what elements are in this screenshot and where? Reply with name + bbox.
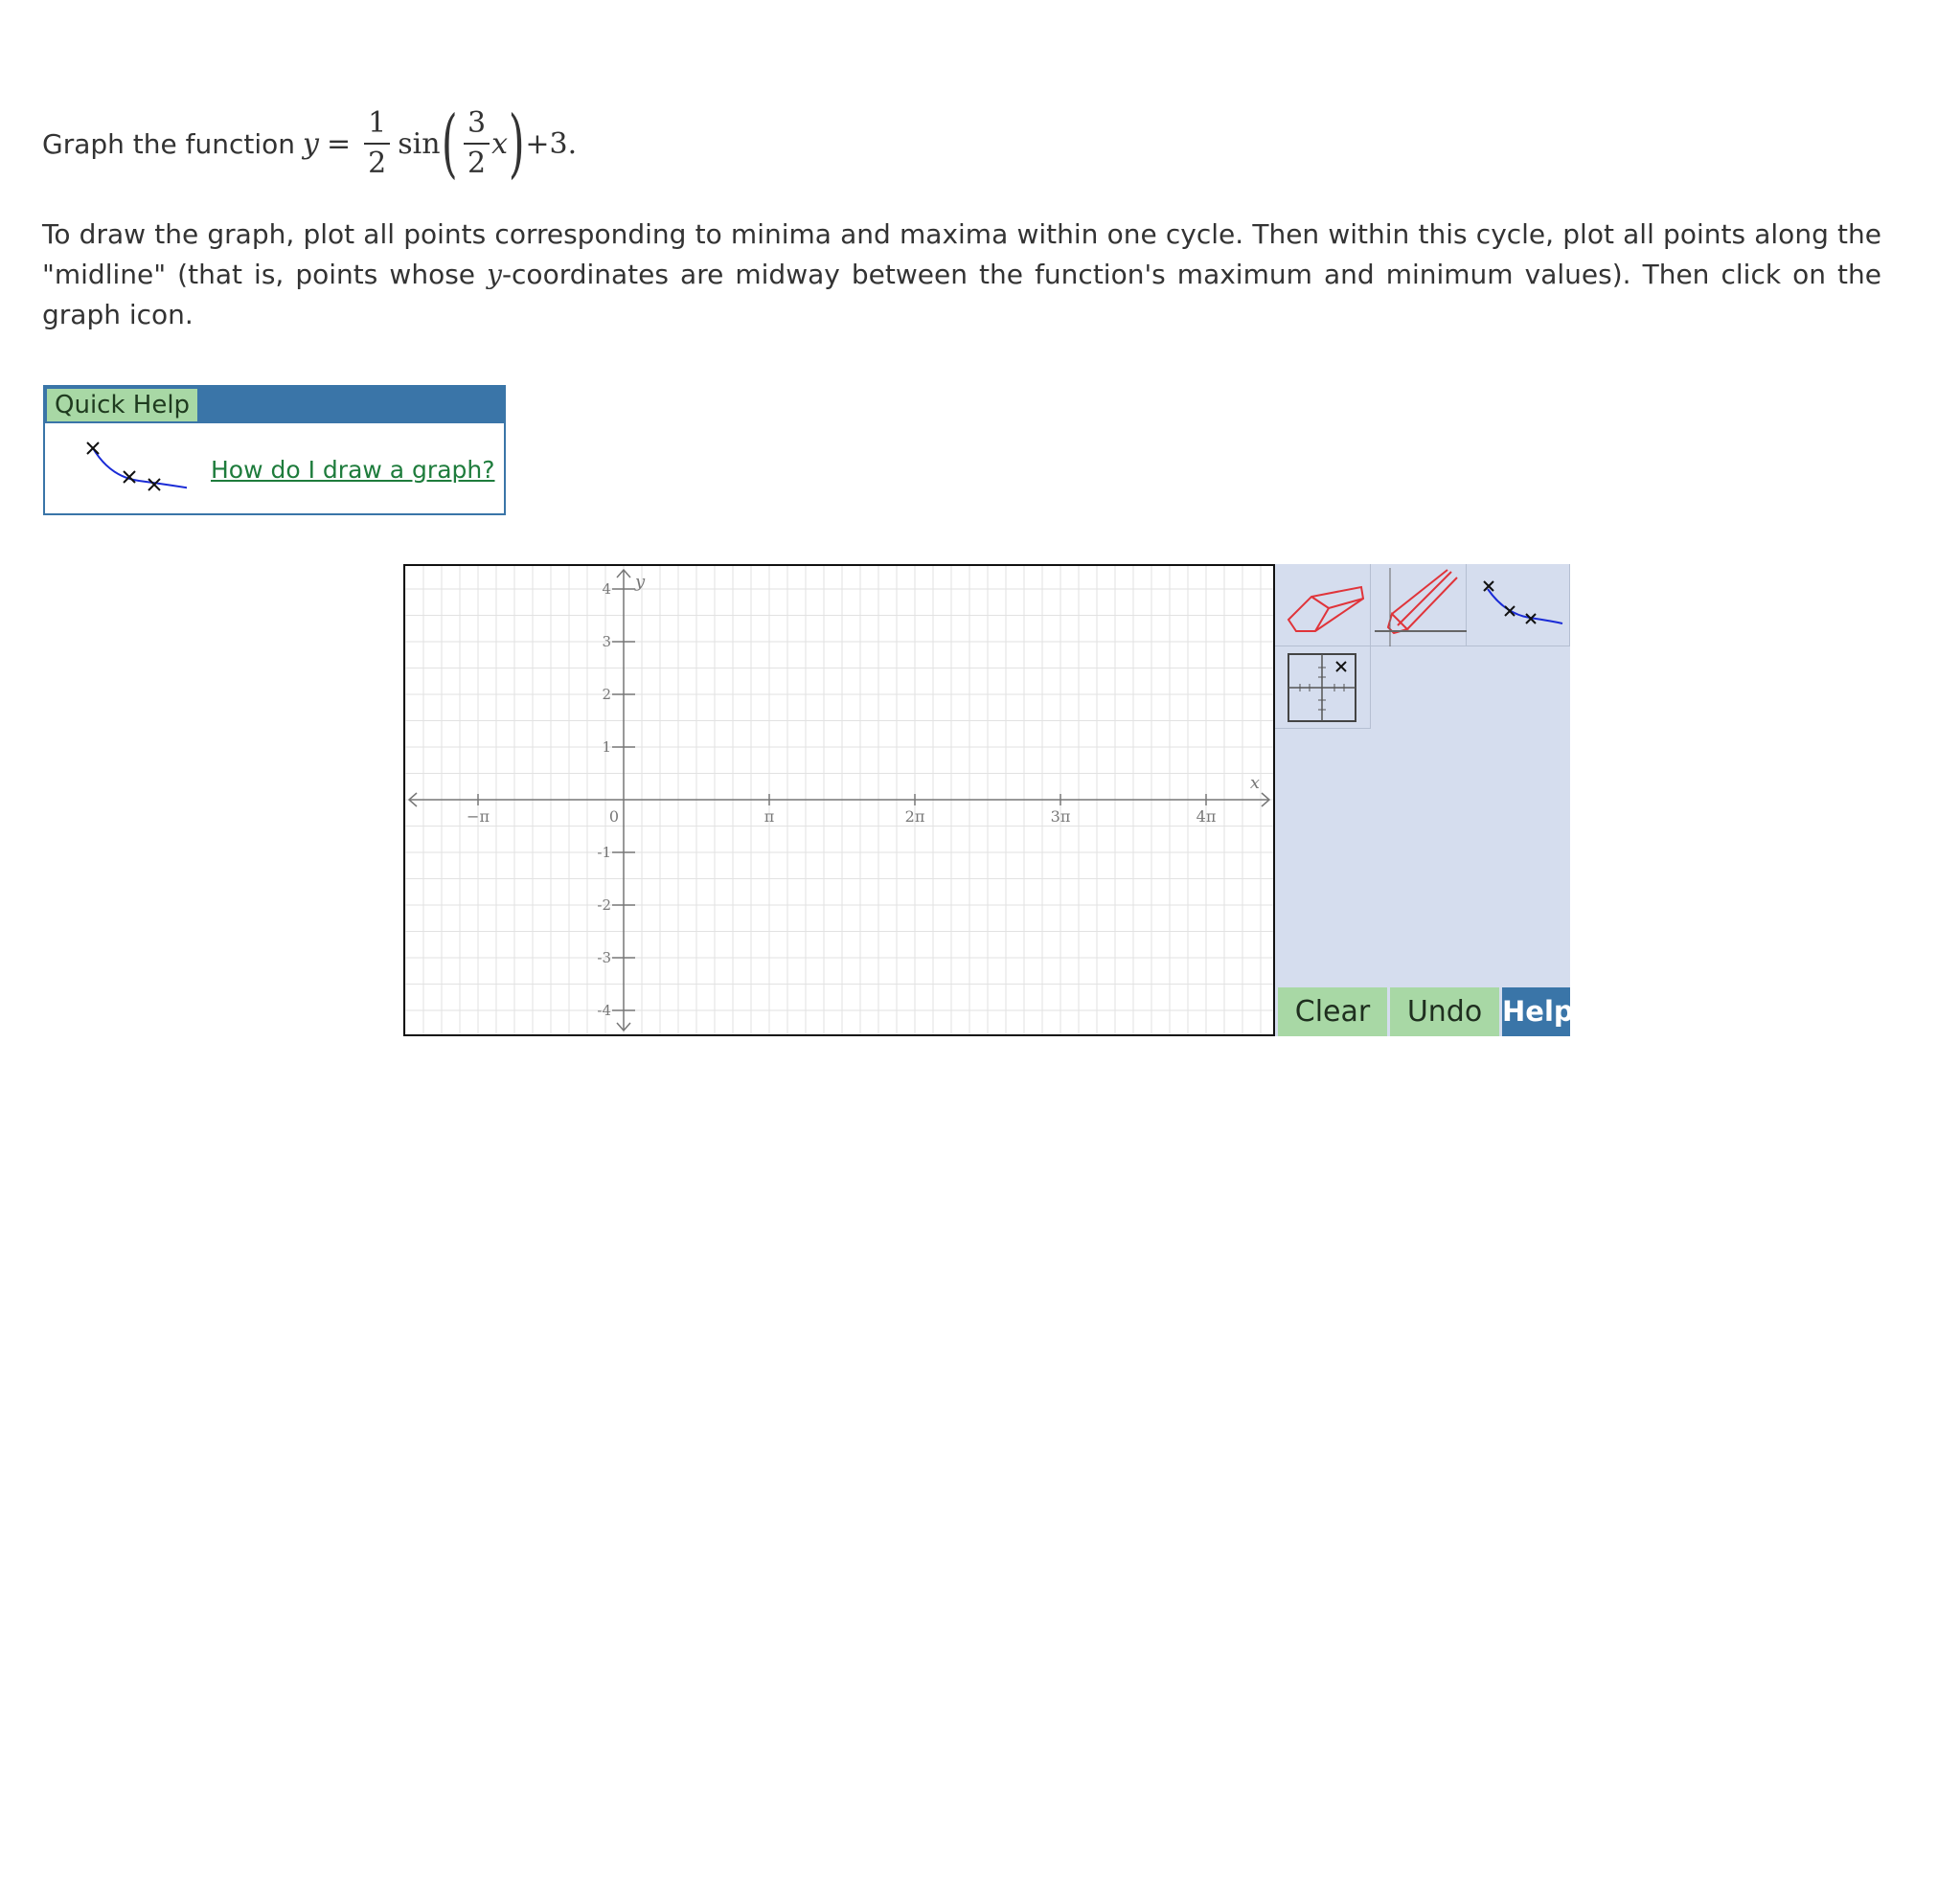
y-tick-label: 2	[602, 686, 611, 703]
x-tick-label: π	[763, 807, 775, 826]
undo-button[interactable]: Undo	[1390, 987, 1499, 1036]
y-tick-label: -3	[597, 949, 611, 966]
y-tick-label: 3	[602, 633, 611, 650]
question-lead: Graph the function	[42, 127, 296, 160]
formula-func: sin	[398, 126, 441, 161]
question-line	[42, 91, 577, 196]
graph-canvas[interactable]	[403, 564, 1275, 1036]
y-tick-label: -2	[597, 896, 611, 914]
pencil-icon	[1371, 564, 1467, 646]
quick-help-title: Quick Help	[47, 389, 197, 421]
tool-panel	[1275, 564, 1570, 1036]
x-tick-label: −π	[467, 807, 490, 826]
formula-equals: =	[326, 126, 352, 161]
graph-grid[interactable]	[405, 566, 1273, 1034]
instructions-var: y	[487, 259, 502, 290]
formula-lhs: y	[303, 126, 319, 161]
formula-var: x	[491, 126, 508, 161]
graph-points-icon	[1467, 564, 1570, 646]
how-to-draw-graph-link[interactable]: How do I draw a graph?	[211, 456, 495, 484]
y-tick-label: -1	[597, 844, 611, 861]
quick-help-panel	[43, 385, 506, 515]
x-axis-label: x	[1249, 773, 1260, 793]
x-tick-label: 0	[608, 807, 620, 826]
y-tick-label: 1	[602, 738, 611, 756]
graph-points-icon	[81, 435, 187, 498]
clear-button[interactable]: Clear	[1278, 987, 1387, 1036]
x-tick-label: 4π	[1196, 807, 1217, 826]
y-axis-label: y	[635, 572, 646, 592]
help-button[interactable]: Help	[1502, 987, 1570, 1036]
y-tick-label: -4	[597, 1002, 611, 1019]
x-tick-label: 2π	[904, 807, 925, 826]
function-formula: y = $\frac{1}{2}$ sin ( $\frac{3}{2}$ x ) +3.	[303, 101, 578, 187]
instructions: To draw the graph, plot all points corresponding to minima and maxima within one cycle. Then within this cycle, plot all points along the "midline" (that is, points whose y-coordinates are midway between the function's maximum and minimum values). Then click on the graph icon.	[42, 218, 1882, 330]
point-tool[interactable]	[1275, 646, 1371, 729]
eraser-icon	[1275, 564, 1371, 646]
eraser-tool[interactable]	[1275, 564, 1371, 646]
formula-constant: +3.	[525, 126, 578, 161]
formula-coefficient: $\frac{1}{2}$	[364, 109, 390, 178]
pencil-tool[interactable]	[1371, 564, 1467, 646]
formula-arg-coefficient: $\frac{3}{2}$	[464, 109, 490, 178]
x-tick-label: 3π	[1050, 807, 1071, 826]
y-tick-label: 4	[602, 580, 611, 598]
plot-point-icon	[1275, 646, 1371, 729]
graph-tool[interactable]	[1467, 564, 1570, 646]
